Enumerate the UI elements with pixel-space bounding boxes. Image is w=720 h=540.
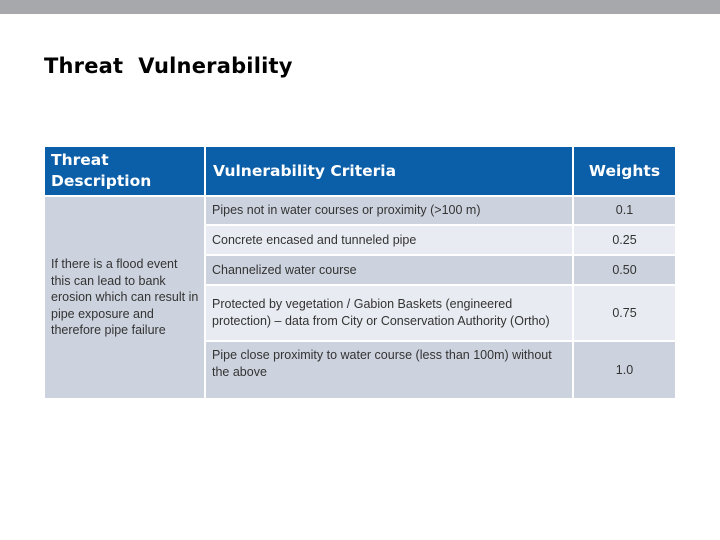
criteria-cell bbox=[206, 226, 572, 254]
criteria-cell bbox=[206, 197, 572, 224]
criteria-text: Protected by vegetation / Gabion Baskets (engineered protection) – data from City or Conservation Authority (Ortho) bbox=[212, 297, 550, 328]
weight-text: 0.25 bbox=[612, 232, 637, 247]
slide-title: Threat Vulnerability bbox=[44, 54, 293, 78]
weight-cell bbox=[574, 342, 675, 398]
criteria-cell bbox=[206, 342, 572, 398]
threat-description-text: If there is a flood event this can lead to bank erosion which can result in pipe exposure and therefore pipe failure bbox=[51, 257, 199, 338]
weight-text: 0.1 bbox=[615, 203, 634, 218]
weight-cell bbox=[574, 286, 675, 340]
criteria-text: Concrete encased and tunneled pipe bbox=[212, 232, 417, 247]
criteria-cell bbox=[206, 286, 572, 340]
weight-cell bbox=[574, 256, 675, 284]
criteria-cell bbox=[206, 256, 572, 284]
criteria-text: Pipe close proximity to water course (less than 100m) without the above bbox=[212, 348, 552, 379]
weight-cell bbox=[574, 226, 675, 254]
top-bar bbox=[0, 0, 720, 14]
weight-text: 0.50 bbox=[612, 262, 637, 277]
header-threat-description: Threat Description bbox=[45, 147, 204, 195]
weight-text: 0.75 bbox=[612, 305, 637, 320]
header-vulnerability-criteria: Vulnerability Criteria bbox=[206, 147, 572, 195]
threat-description-cell bbox=[45, 197, 204, 398]
weight-text: 1.0 bbox=[615, 363, 634, 378]
weight-cell bbox=[574, 197, 675, 224]
criteria-text: Channelized water course bbox=[212, 262, 357, 277]
criteria-text: Pipes not in water courses or proximity (>100 m) bbox=[212, 203, 481, 218]
header-weights: Weights bbox=[574, 147, 675, 195]
